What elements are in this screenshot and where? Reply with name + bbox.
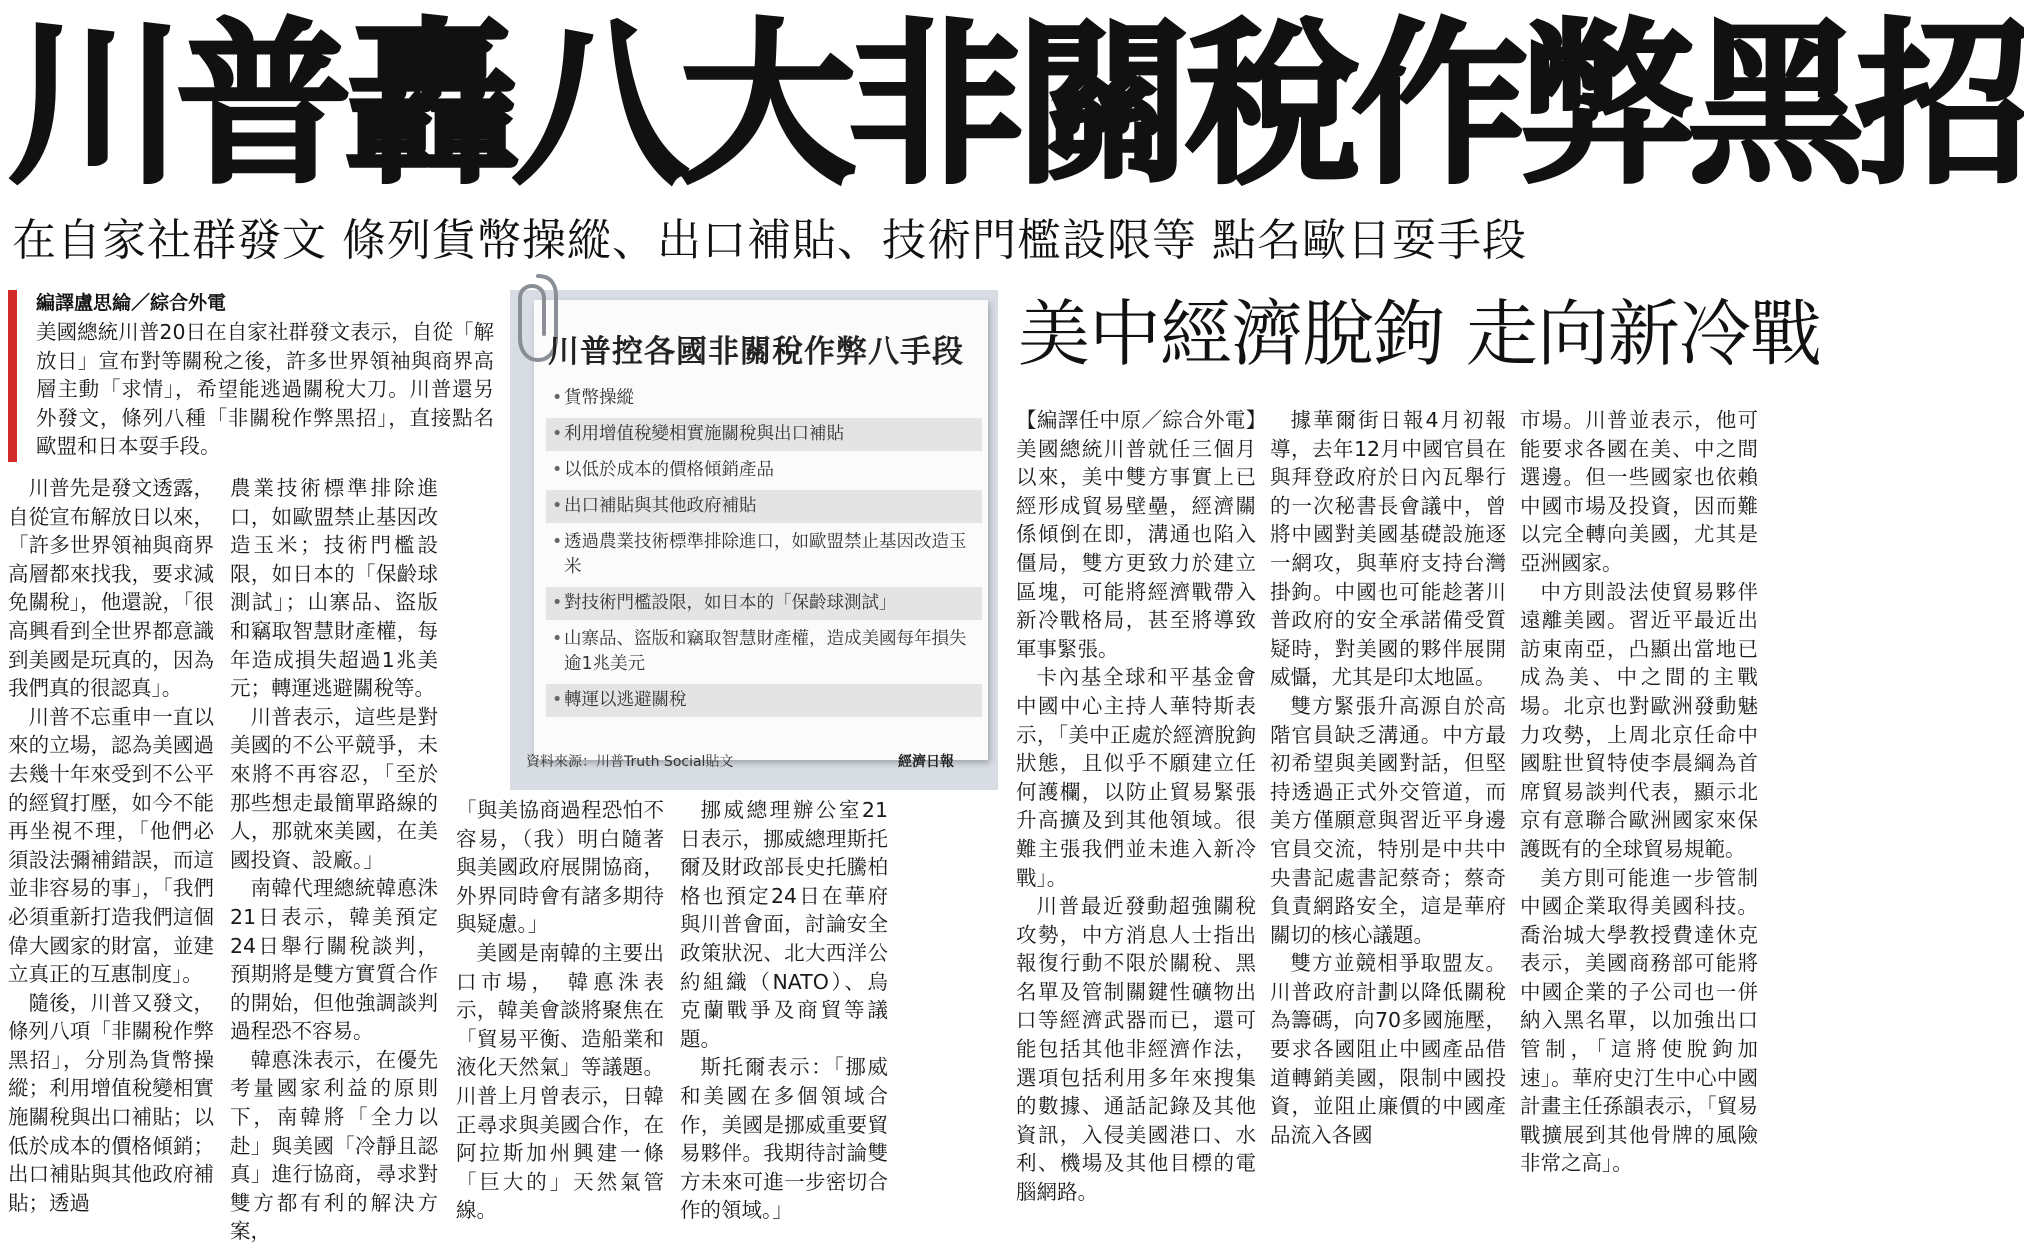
list-item: • 以低於成本的價格傾銷產品 xyxy=(546,454,982,487)
paragraph: 隨後，川普又發文，條列八項「非關稅作弊黑招」，分別為貨幣操縱；利用增值稅變相實施關稅與出口補貼；以低於成本的價格傾銷；出口補貼與其他政府補貼；透過 xyxy=(8,990,214,1215)
paragraph: 斯托爾表示：「挪威和美國在多個領域合作，美國是挪威重要貿易夥伴。我期待討論雙方未來可進一步密切合作的領域。」 xyxy=(680,1055,888,1223)
paragraph: 市場。川普並表示，他可能要求各國在美、中之間選邊。但一些國家也依賴中國市場及投資，因而難以完全轉向美國，尤其是亞洲國家。 xyxy=(1520,408,1758,575)
paragraph: 南韓代理總統韓悳洙21日表示，韓美預定24日舉行關稅談判，預期將是雙方實質合作的開始，但他強調談判過程恐不容易。 xyxy=(230,876,438,1044)
byline: 編譯盧思綸／綜合外電 xyxy=(36,292,227,314)
paragraph: 中方則設法使貿易夥伴遠離美國。習近平最近出訪東南亞，凸顯出當地已成為美、中之間的主戰場。北京也對歐洲發動魅力攻勢，上周北京任命中國駐世貿特使李晨綱為首席貿易談判代表，顯示北京有意聯合歐洲國家來保護既有的全球貿易規範。 xyxy=(1520,579,1758,861)
list-item: • 對技術門檻設限，如日本的「保齡球測試」 xyxy=(546,587,982,620)
article1-column-1 xyxy=(8,474,214,1215)
paragraph: 農業技術標準排除進口，如歐盟禁止基因改造玉米；技術門檻設限，如日本的「保齡球測試」；山寨品、盜版和竊取智慧財產權，每年造成損失超過1兆美元；轉運逃避關稅等。 xyxy=(230,476,438,701)
list-item: • 山寨品、盜版和竊取智慧財產權，造成美國每年損失逾1兆美元 xyxy=(546,623,982,681)
infobox-source: 資料來源：川普Truth Social貼文 xyxy=(526,754,734,770)
paragraph: 雙方緊張升高源自於高階官員缺乏溝通。中方最初希望與美國對話，但堅持透過正式外交管道，而美方僅願意與習近平身邊官員交流，特別是中共中央書記處書記蔡奇；蔡奇負責網路安全，這是華府關切的核心議題。 xyxy=(1270,693,1506,947)
paragraph: 美方則可能進一步管制中國企業取得美國科技。喬治城大學教授費達休克表示，美國商務部可能將中國企業的子公司也一併納入黑名單，以加強出口管制，「這將使脫鉤加速」。華府史汀生中心中國計畫主任孫韻表示，「貿易戰擴展到其他骨牌的風險非常之高」。 xyxy=(1520,865,1758,1176)
subheadline: 在自家社群發文 條列貨幣操縱、出口補貼、技術門檻設限等 點名歐日耍手段 xyxy=(12,215,1527,266)
main-headline: 川普轟八大非關稅作弊黑招 xyxy=(8,3,2024,208)
article2-column-1 xyxy=(1016,406,1256,1205)
article2-column-3 xyxy=(1520,406,1758,1176)
publication-logo: 經濟日報 xyxy=(898,754,954,770)
paragraph: 川普先是發文透露，自從宣布解放日以來，「許多世界領袖與商界高層都來找我，要求減免關稅」，他還說，「很高興看到全世界都意識到美國是玩真的，因為我們真的很認真」。 xyxy=(8,476,214,701)
article1-column-3 xyxy=(456,796,664,1223)
article1-column-2 xyxy=(230,474,438,1244)
lead-paragraph: 美國總統川普20日在自家社群發文表示，自從「解放日」宣布對等關稅之後，許多世界領袖與商界高層主動「求情」，希望能逃過關稅大刀。川普還另外發文，條列八種「非關稅作弊黑招」，直接點名歐盟和日本耍手段。 xyxy=(36,320,494,459)
paragraph: 川普最近發動超強關稅攻勢，中方消息人士指出報復行動不限於關稅、黑名單及管制關鍵性礦物出口等經濟武器而已，還可能包括其他非經濟作法，選項包括利用多年來搜集的數據、通話記錄及其他資訊，入侵美國港口、水利、機場及其他目標的電腦網路。 xyxy=(1016,894,1256,1205)
paragraph: 【編譯任中原／綜合外電】美國總統川普就任三個月以來，美中雙方事實上已經形成貿易壁壘，經濟關係傾倒在即，溝通也陷入僵局，雙方更致力於建立區塊，可能將經濟戰帶入新冷戰格局，甚至將導致軍事緊張。 xyxy=(1016,408,1256,661)
list-item: • 透過農業技術標準排除進口，如歐盟禁止基因改造玉米 xyxy=(546,526,982,584)
article2-headline: 美中經濟脫鉤 走向新冷戰 xyxy=(1018,292,1821,376)
infobox-title: 川普控各國非關稅作弊八手段 xyxy=(548,334,964,370)
paragraph: 韓悳洙表示，在優先考量國家利益的原則下，南韓將「全力以赴」與美國「冷靜且認真」進行協商，尋求對雙方都有利的解決方案， xyxy=(230,1047,438,1244)
paragraph: 川普不忘重申一直以來的立場，認為美國過去幾十年來受到不公平的經貿打壓，如今不能再坐視不理，「他們必須設法彌補錯誤，而這並非容易的事」，「我們必須重新打造我們這個偉大國家的財富，並建立真正的互惠制度」。 xyxy=(8,704,214,987)
paragraph: 川普表示，這些是對美國的不公平競爭，未來將不再容忍，「至於那些想走最簡單路線的人，那就來美國，在美國投資、設廠。」 xyxy=(230,704,438,872)
infobox-list xyxy=(546,382,982,720)
paragraph: 挪威總理辦公室21日表示，挪威總理斯托爾及財政部長史托騰柏格也預定24日在華府與川普會面，討論安全政策狀況、北大西洋公約組織（NATO）、烏克蘭戰爭及商貿等議題。 xyxy=(680,798,888,1051)
list-item: • 轉運以逃避關稅 xyxy=(546,684,982,717)
lead-accent-bar xyxy=(8,290,17,462)
paragraph: 雙方並競相爭取盟友。川普政府計劃以降低關稅為籌碼，向70多國施壓，要求各國阻止中國產品借道轉銷美國，限制中國投資，並阻止廉價的中國產品流入各國 xyxy=(1270,951,1506,1147)
paragraph: 卡內基全球和平基金會中國中心主持人華特斯表示，「美中正處於經濟脫鉤狀態，且似乎不願建立任何護欄，以防止貿易緊張升高擴及到其他領域。很難主張我們並未進入新冷戰」。 xyxy=(1016,665,1256,890)
list-item: • 出口補貼與其他政府補貼 xyxy=(546,490,982,523)
list-item: • 利用增值稅變相實施關稅與出口補貼 xyxy=(546,418,982,451)
article2-column-2 xyxy=(1270,406,1506,1164)
paragraph: 美國是南韓的主要出口市場， 韓悳洙表示，韓美會談將聚焦在「貿易平衡、造船業和液化天然氣」等議題。川普上月曾表示，日韓正尋求與美國合作，在阿拉斯加州興建一條「巨大的」天然氣管線。 xyxy=(456,940,664,1223)
list-item: • 貨幣操縱 xyxy=(546,382,982,415)
article1-column-4 xyxy=(680,796,888,1223)
paragraph: 「與美協商過程恐怕不容易，（我）明白隨著與美國政府展開協商，外界同時會有諸多期待與疑慮。」 xyxy=(456,798,664,937)
paragraph: 據華爾街日報4月初報導，去年12月中國官員在與拜登政府於日內瓦舉行的一次秘書長會議中，曾將中國對美國基礎設施逐一網攻，與華府支持台灣掛鉤。中國也可能趁著川普政府的安全承諾備受質疑時，對美國的夥伴展開威懾，尤其是印太地區。 xyxy=(1270,408,1506,690)
